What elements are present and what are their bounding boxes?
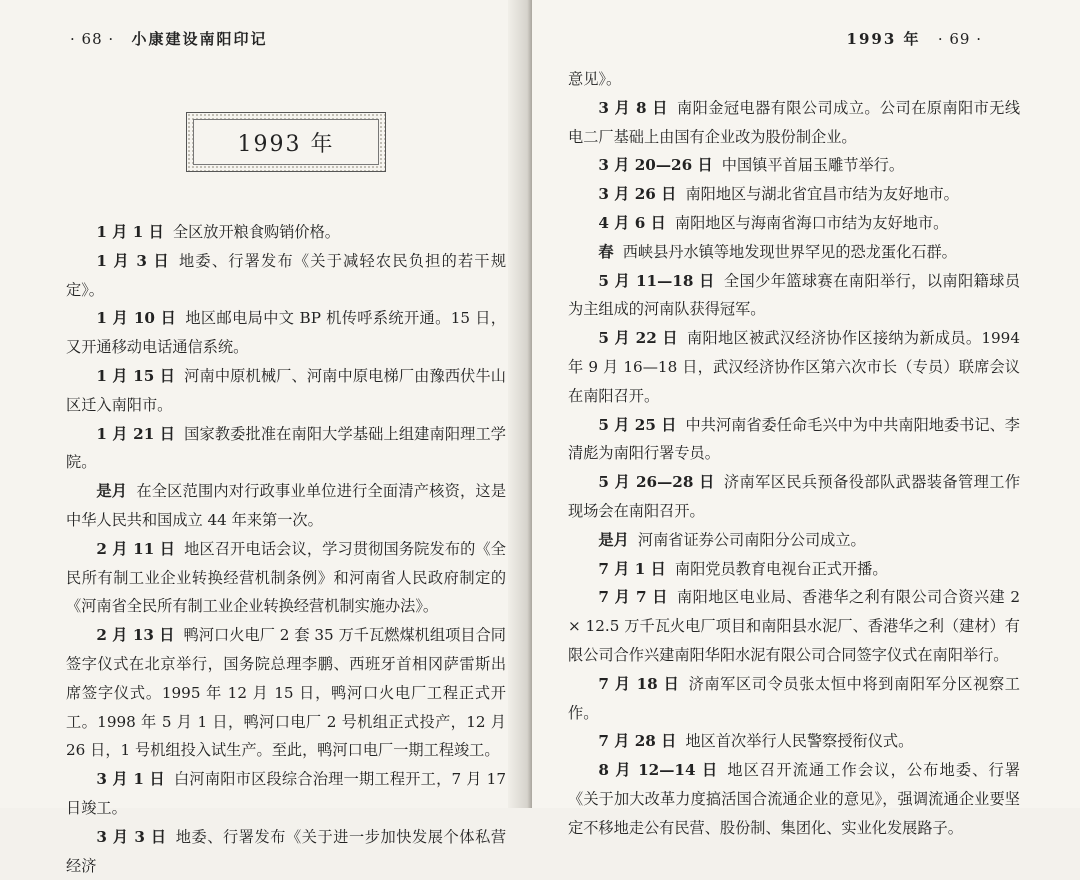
entry-date: 4 月 6 日 (598, 213, 666, 232)
entry-text: 地委、行署发布《关于进一步加快发展个体私营经济 (66, 827, 507, 875)
chronicle-entry (66, 362, 506, 420)
entry-date: 7 月 1 日 (598, 559, 666, 578)
entry-text: 南阳地区电业局、香港华之利有限公司合资兴建 2 × 12.5 万千瓦火电厂项目和南阳县水泥厂、香港华之利（建材）有限公司合作兴建南阳华阳水泥有限公司合同签字仪式在南阳举行。 (568, 588, 1020, 664)
chronicle-entry (568, 727, 1020, 756)
entry-text: 中国镇平首届玉雕节举行。 (721, 156, 905, 175)
entry-text: 西峡县丹水镇等地发现世界罕见的恐龙蛋化石群。 (622, 242, 957, 261)
book-title: 小康建设南阳印记 (131, 30, 268, 48)
entry-text: 地区召开流通工作会议，公布地委、行署《关于加大改革力度搞活国合流通企业的意见》，强调流通企业要坚定不移地走公有民营、股份制、集团化、实业化发展路子。 (568, 761, 1021, 837)
chronicle-entry (568, 555, 1020, 584)
entry-date: 5 月 11—18 日 (598, 271, 715, 290)
chronicle-entry (66, 823, 506, 880)
entry-date: 5 月 26—28 日 (598, 473, 715, 492)
entry-date: 是月 (598, 530, 629, 549)
entry-text: 南阳地区与湖北省宜昌市结为友好地市。 (685, 185, 959, 204)
chronicle-entry (568, 180, 1020, 209)
chronicle-entry (568, 526, 1020, 555)
entry-date: 2 月 13 日 (96, 626, 175, 645)
entry-date: 7 月 7 日 (598, 588, 668, 607)
entry-text: 南阳地区与海南省海口市结为友好地市。 (674, 213, 949, 232)
entry-text: 济南军区司令员张太恒中将到南阳军分区视察工作。 (568, 674, 1020, 722)
entry-text: 国家教委批准在南阳大学基础上组建南阳理工学院。 (66, 424, 506, 472)
entry-date: 5 月 25 日 (598, 415, 677, 434)
continuation-paragraph: 意见》。 (568, 70, 622, 88)
entry-text: 地区邮电局中文 BP 机传呼系统开通。15 日，又开通移动电话通信系统。 (66, 309, 506, 357)
year-title: 1993 年 (193, 119, 379, 165)
chronicle-entry (568, 267, 1020, 325)
entry-date: 是月 (96, 482, 128, 501)
chronicle-entry (66, 247, 506, 305)
entry-date: 3 月 8 日 (598, 98, 668, 117)
chronicle-entry (568, 94, 1020, 152)
entry-date: 春 (598, 242, 614, 261)
entry-date: 1 月 21 日 (96, 424, 176, 443)
entry-date: 2 月 11 日 (96, 539, 176, 558)
left-page-header (70, 28, 268, 49)
left-page-number: · 68 · (70, 30, 115, 48)
entry-date: 3 月 26 日 (598, 185, 677, 204)
entry-date: 3 月 3 日 (96, 827, 167, 846)
right-page-header (847, 28, 982, 49)
entry-text: 济南军区民兵预备役部队武器装备管理工作现场会在南阳召开。 (568, 473, 1021, 520)
chronicle-entry (66, 477, 506, 535)
entry-date: 5 月 22 日 (598, 329, 678, 348)
right-page-number: · 69 · (937, 30, 982, 48)
entry-date: 1 月 3 日 (96, 251, 170, 270)
left-page-text (66, 218, 506, 880)
entry-date: 8 月 12—14 日 (598, 761, 719, 780)
chronicle-entry (568, 209, 1020, 238)
entry-text: 地区首次举行人民警察授衔仪式。 (685, 732, 914, 751)
chronicle-entry (568, 151, 1020, 180)
chronicle-entry (568, 583, 1020, 669)
entry-text: 鸭河口火电厂 2 套 35 万千瓦燃煤机组项目合同签字仪式在北京举行，国务院总理李鹏、西班牙首相冈萨雷斯出席签字仪式。1995 年 12 月 15 日，鸭河口火电厂工程正式开工。1998 年 5 月 1 日，鸭河口电厂 2 号机组正式投产，12 月 26 日，1 号机组投入试生产。至此，鸭河口电厂一期工程竣工。 (66, 626, 506, 760)
chronicle-entry (568, 468, 1020, 526)
entry-date: 3 月 20—26 日 (598, 156, 713, 175)
chronicle-entry (568, 324, 1020, 410)
year-title-box (186, 112, 386, 172)
entry-text: 地区召开电话会议，学习贯彻国务院发布的《全民所有制工业企业转换经营机制条例》和河南省人民政府制定的《河南省全民所有制工业企业转换经营机制实施办法》。 (66, 539, 506, 616)
entry-date: 1 月 1 日 (96, 223, 164, 241)
entry-text: 地委、行署发布《关于减轻农民负担的若干规定》。 (66, 251, 507, 299)
entry-text: 河南省证券公司南阳分公司成立。 (637, 530, 866, 549)
entry-date: 1 月 15 日 (96, 366, 176, 385)
chronicle-entry (568, 670, 1020, 728)
chronicle-entry (66, 535, 506, 621)
entry-text: 中共河南省委任命毛兴中为中共南阳地委书记、李清彪为南阳行署专员。 (568, 415, 1020, 463)
chronicle-entry (66, 621, 506, 765)
entry-text: 南阳金冠电器有限公司成立。公司在原南阳市无线电二厂基础上由国有企业改为股份制企业。 (568, 98, 1021, 146)
entry-text: 全国少年篮球赛在南阳举行，以南阳籍球员为主组成的河南队获得冠军。 (568, 271, 1021, 319)
chronicle-entry (568, 238, 1020, 267)
chronicle-entry (568, 756, 1020, 842)
entry-text: 全区放开粮食购销价格。 (172, 223, 340, 241)
entry-date: 3 月 1 日 (96, 770, 165, 789)
chronicle-entry (66, 304, 506, 362)
entry-text: 河南中原机械厂、河南中原电梯厂由豫西伏牛山区迁入南阳市。 (66, 366, 506, 414)
entry-text: 白河南阳市区段综合治理一期工程开工，7 月 17 日竣工。 (66, 770, 506, 817)
chronicle-entry (66, 218, 506, 247)
entry-date: 1 月 10 日 (96, 309, 177, 328)
right-page-text (568, 65, 1020, 843)
entry-date: 7 月 18 日 (598, 674, 680, 693)
chronicle-entry (66, 765, 506, 823)
entry-text: 南阳党员教育电视台正式开播。 (674, 559, 888, 578)
left-page (0, 0, 528, 875)
chronicle-entry (66, 420, 506, 478)
chronicle-entry (568, 411, 1020, 469)
entry-text: 在全区范围内对行政事业单位进行全面清产核资，这是中华人民共和国成立 44 年来第一次。 (66, 482, 507, 529)
entry-date: 7 月 28 日 (598, 732, 677, 751)
running-year: 1993 年 (846, 30, 921, 48)
entry-text: 南阳地区被武汉经济协作区接纳为新成员。1994 年 9 月 16—18 日，武汉经济协作区第六次市长（专员）联席会议在南阳召开。 (568, 329, 1020, 405)
